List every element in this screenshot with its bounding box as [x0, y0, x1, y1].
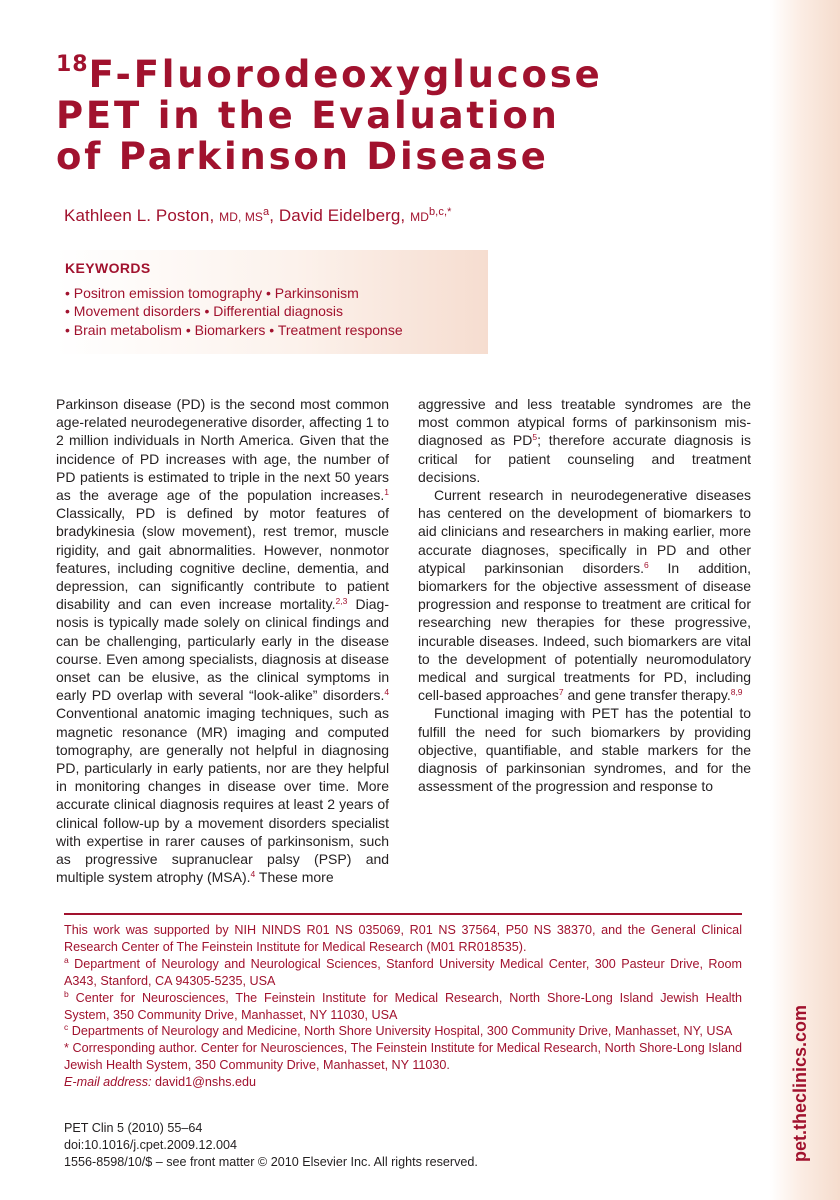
- author-list: [64, 206, 452, 226]
- reference-link[interactable]: 6: [643, 559, 649, 570]
- footnote-divider: [64, 913, 742, 915]
- author-1-affiliation-mark: a: [263, 206, 270, 218]
- affiliation-text: Center for Neurosciences, The Feinstein Institute for Medical Research, North Shore-Long Island Jewish Health System, 350 Community Drive, Manhasset, NY 11030, USA: [64, 990, 742, 1022]
- keywords-list: [65, 284, 403, 339]
- affiliation-mark: a: [64, 954, 69, 965]
- body-paragraph-2: [418, 486, 751, 704]
- affiliation-mark: b: [64, 988, 69, 999]
- author-separator: ,: [269, 206, 279, 225]
- author-2-degrees: MD: [410, 210, 429, 224]
- affiliation-text: Department of Neurology and Neurological Sciences, Stanford University Medical Center, 300 Pasteur Drive, Room A343, Stanford, CA 94305-5235, USA: [64, 956, 742, 988]
- journal-website-link[interactable]: pet.theclinics.com: [790, 1004, 810, 1162]
- body-text: Classically, PD is defined by motor features of bradykinesia (slow movement), rest tremor, muscle rigidity, and gait abnormalities. However, nonmotor features, including cognitive decline, dementia, and depression, can significantly contribute to patient disability and can even increase mortality.: [56, 505, 390, 613]
- affiliation-b: [64, 990, 742, 1024]
- reference-link[interactable]: 4: [250, 869, 256, 880]
- corresponding-author-mark: *: [447, 206, 452, 218]
- funding-note: This work was supported by NIH NINDS R01 NS 035069, R01 NS 37564, P50 NS 38370, and the General Clinical Research Center of The Feinstein Institute for Medical Research (M01 RR018535).: [64, 923, 742, 954]
- affiliation-text: Departments of Neurology and Medicine, North Shore University Hospital, 300 Community Drive, Manhasset, NY, USA: [68, 1024, 733, 1039]
- keywords-line: • Brain metabolism • Biomarkers • Treatment response: [65, 321, 403, 338]
- reference-link[interactable]: 4: [384, 687, 390, 698]
- keywords-line: • Movement disorders • Differential diagnosis: [65, 303, 344, 320]
- body-text: aggressive and less treatable syndromes are the most common atypical forms of parkinsonism misdiagnosed as PD: [418, 396, 752, 449]
- email-label: E-mail address:: [64, 1075, 152, 1090]
- body-text: and gene transfer therapy.: [567, 687, 731, 704]
- copyright-line: 1556-8598/10/$ – see front matter © 2010 Elsevier Inc. All rights reserved.: [64, 1154, 478, 1169]
- author-2-name: David Eidelberg,: [278, 206, 411, 225]
- footnotes: [64, 922, 742, 1091]
- doi-link[interactable]: doi:10.1016/j.cpet.2009.12.004: [64, 1137, 237, 1152]
- keywords-line: • Positron emission tomography • Parkinsonism: [65, 285, 359, 301]
- body-paragraph-3: Functional imaging with PET has the potential to fulfill the need for such biomarkers by providing objective, quantifiable, and stable markers for the diagnosis of parkinsonian syndromes, and for the assessment of the progression and response to: [418, 705, 752, 795]
- body-text: Parkinson disease (PD) is the second most common age-related neurodegenerative disorder, affecting 1 to 2 million individuals in North America. Given that the incidence of PD increases with age, the number of PD patients is estimated to triple in the next 50 years as the average age of the population increases.: [56, 396, 390, 504]
- body-column-left: [56, 395, 389, 886]
- body-text: Current research in neurodegenerative diseases has centered on the development of biomarkers to aid clinicians and researchers in making earlier, more accurate diagnoses, specifically in PD and other atypical parkinsonian disorders.: [418, 487, 752, 576]
- citation-block: [64, 1120, 478, 1171]
- author-2-affiliation-mark: b,c,: [428, 206, 448, 218]
- corresponding-author-note: * Corresponding author. Center for Neurosciences, The Feinstein Institute for Medical Research, North Shore-Long Island Jewish Health System, 350 Community Drive, Manhasset, NY 11030.: [64, 1041, 742, 1073]
- body-text: Conventional anatomic imaging techniques, such as magnetic resonance (MR) imaging and computed tomography, are generally not helpful in diagnosing PD, particularly in early patients, nor are they helpful in monitoring changes in disease over time. More accurate clinical diagnosis requires at least 2 years of clinical follow-up by a movement disorders specialist with expertise in rarer causes of parkinsonism, such as progressive supranuclear palsy (PSP) and multiple system atrophy (MSA).: [56, 705, 390, 886]
- body-text: ; therefore accurate diagnosis is critical for patient counseling and treatment decisions.: [418, 432, 752, 485]
- reference-link[interactable]: 5: [532, 432, 538, 443]
- author-1-name: Kathleen L. Poston,: [64, 206, 220, 225]
- title-superscript: 18: [56, 52, 89, 77]
- body-paragraph-1-start: [56, 395, 389, 886]
- body-paragraph-1-start: [418, 395, 751, 486]
- keywords-box: [56, 250, 488, 354]
- affiliation-mark: c: [64, 1022, 69, 1033]
- reference-link[interactable]: 2,3: [335, 596, 348, 607]
- keywords-heading: KEYWORDS: [65, 260, 151, 276]
- title-line-3: of Parkinson Disease: [56, 135, 549, 178]
- email-link[interactable]: david1@nshs.edu: [151, 1075, 257, 1090]
- reference-link[interactable]: 1: [384, 487, 390, 498]
- body-column-right: [418, 395, 751, 795]
- title-line-1: F-Fluorodeoxyglucose: [88, 53, 603, 96]
- reference-link[interactable]: 8,9: [730, 687, 743, 698]
- reference-link[interactable]: 7: [558, 687, 564, 698]
- author-1-degrees: MD, MS: [219, 210, 264, 224]
- title-line-2: PET in the Evaluation: [56, 94, 560, 137]
- body-text: These more: [258, 869, 334, 886]
- affiliation-a: [64, 956, 742, 990]
- article-title: [56, 54, 602, 177]
- affiliation-c: [64, 1023, 742, 1040]
- body-text: In addition, biomarkers for the objective assessment of disease progression and response to treatment are critical for researching new therapies for these progressive, incurable diseases. Indeed, such biomarkers are vital to the development of potentially neuromodulatory medical and surgical treatments for PD, including cell-based approaches: [418, 559, 752, 704]
- body-text: Diagnosis is typically made solely on clinical findings and can be challenging, particularly early in the disease course. Even among specialists, diagnosis at disease onset can be elusive, as the clinical symptoms in early PD overlap with several “look-alike” disorders.: [56, 596, 390, 704]
- journal-citation: PET Clin 5 (2010) 55–64: [64, 1121, 203, 1135]
- email-line: [64, 1074, 742, 1091]
